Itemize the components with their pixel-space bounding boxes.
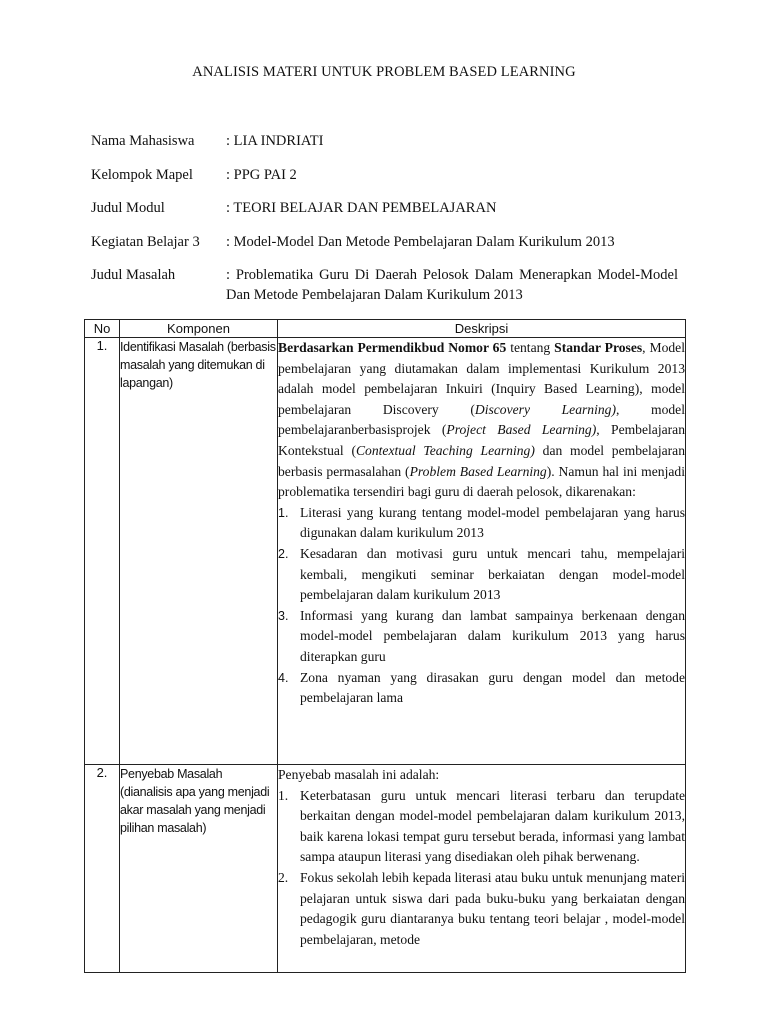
text-run: , Pembelajaran Kontekstual ( xyxy=(278,422,685,458)
analysis-table xyxy=(84,319,686,973)
table-row xyxy=(85,338,686,765)
list-text: Fokus sekolah lebih kepada literasi atau buku untuk menunjang materi pelajaran untuk siswa dari pada buku-buku yang berkaiatan dengan pedagogik guru diantaranya buku tentang teori belajar , model-model pembelajaran, metode xyxy=(300,869,685,947)
text-run: , Model pembelajaran yang diutamakan dalam implementasi Kurikulum 2013 adalah model pembelajaran Inkuiri (Inquiry Based Learning), model pembelajaran Discovery ( xyxy=(278,340,685,417)
meta-value: : LIA INDRIATI xyxy=(226,133,324,149)
text-run: , model pembelajaranberbasisprojek ( xyxy=(278,401,685,438)
meta-label: Kelompok Mapel xyxy=(91,167,193,183)
row-deskripsi xyxy=(278,765,686,973)
header-deskripsi: Deskripsi xyxy=(278,320,686,338)
list-number: 1. xyxy=(278,505,289,520)
list-item xyxy=(278,544,685,606)
text-run: ). Namun hal ini menjadi problematika tersendiri bagi guru di daerah pelosok, dikarenakan: xyxy=(278,463,685,500)
text-run: dan model pembelajaran berbasis permasalahan ( xyxy=(278,442,685,479)
text-run: tentang xyxy=(506,340,555,355)
list-text: Informasi yang kurang dan lambat sampainya berkenaan dengan model-model pembelajaran dalam kurikulum 2013 yang harus diterapkan guru xyxy=(300,607,685,664)
list-number: 3. xyxy=(278,608,289,623)
meta-value: : PPG PAI 2 xyxy=(226,167,297,183)
meta-label: Kegiatan Belajar 3 xyxy=(91,234,200,250)
row-number: 1. xyxy=(85,338,120,765)
meta-label: Judul Masalah xyxy=(91,267,176,283)
row-number: 2. xyxy=(85,765,120,973)
meta-label: Judul Modul xyxy=(91,200,165,216)
document-title: ANALISIS MATERI UNTUK PROBLEM BASED LEARNING xyxy=(192,64,576,80)
list-number: 1. xyxy=(278,787,289,803)
list-number: 2. xyxy=(278,869,289,885)
list-number: 4. xyxy=(278,670,289,685)
list-text: Literasi yang kurang tentang model-model pembelajaran yang harus digunakan dalam kurikulum 2013 xyxy=(300,504,685,541)
italic-text: Problem Based Learning xyxy=(409,463,547,479)
list-item xyxy=(278,786,685,868)
row-komponen: Identifikasi Masalah (berbasis masalah yang ditemukan di lapangan) xyxy=(120,338,278,765)
meta-value: : Problematika Guru Di Daerah Pelosok Dalam Menerapkan Model-Model Dan Metode Pembelajaran Dalam Kurikulum 2013 xyxy=(226,267,678,303)
bold-text: Standar Proses xyxy=(554,340,643,355)
row-komponen: Penyebab Masalah (dianalisis apa yang menjadi akar masalah yang menjadi pilihan masalah) xyxy=(120,765,278,973)
numbered-list xyxy=(278,786,685,951)
table-header-row xyxy=(85,320,686,338)
description-intro: Penyebab masalah ini adalah: xyxy=(278,767,440,782)
italic-text: Project Based Learning) xyxy=(446,422,597,438)
italic-text: Contextual Teaching Learning) xyxy=(355,442,535,458)
bold-text: Berdasarkan Permendikbud Nomor 65 xyxy=(278,340,507,355)
numbered-list xyxy=(278,503,685,709)
list-text: Zona nyaman yang dirasakan guru dengan model dan metode pembelajaran lama xyxy=(300,669,685,706)
meta-label: Nama Mahasiswa xyxy=(91,133,195,149)
header-komponen: Komponen xyxy=(120,320,278,338)
list-item xyxy=(278,668,685,709)
meta-value: : Model-Model Dan Metode Pembelajaran Dalam Kurikulum 2013 xyxy=(226,234,615,250)
list-item xyxy=(278,606,685,668)
list-text: Kesadaran dan motivasi guru untuk mencari tahu, mempelajari kembali, mengikuti seminar berkaiatan dengan model-model pembelajaran dalam kurikulum 2013 xyxy=(300,545,685,603)
row-deskripsi xyxy=(278,338,686,765)
list-text: Keterbatasan guru untuk mencari literasi terbaru dan terupdate berkaitan dengan model-model pembelajaran dalam kurikulum 2013, baik karena lokasi tempat guru tersebut berada, informasi yang lambat sampa ataupun literasi yang disediakan oleh pihak berwenang. xyxy=(300,787,685,865)
table-row xyxy=(85,765,686,973)
list-item xyxy=(278,503,685,544)
meta-value: : TEORI BELAJAR DAN PEMBELAJARAN xyxy=(226,200,497,216)
header-no: No xyxy=(85,320,120,338)
list-item xyxy=(278,868,685,950)
description-paragraph xyxy=(278,338,685,503)
list-number: 2. xyxy=(278,546,289,561)
italic-text: Discovery Learning) xyxy=(474,401,616,417)
